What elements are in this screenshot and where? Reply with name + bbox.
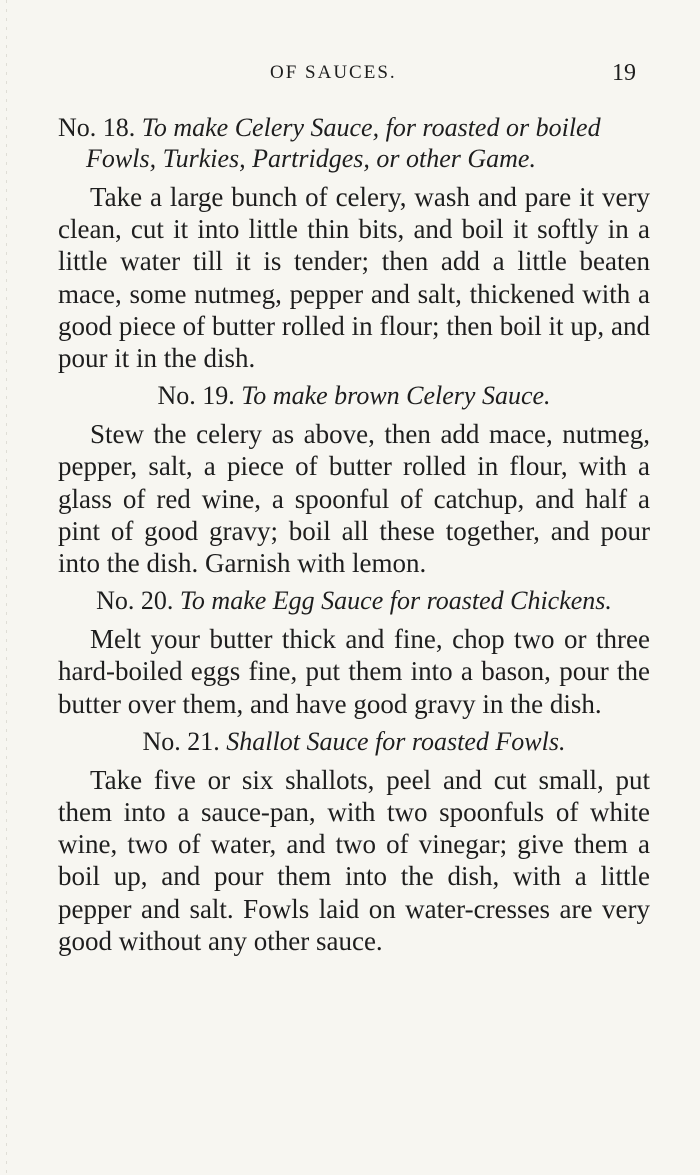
recipe-number: No. 21. (142, 726, 220, 756)
page-edge (6, 0, 7, 1175)
recipe-title-20 (58, 585, 650, 616)
recipe-body-19: Stew the celery as above, then add mace, nutmeg, pepper, salt, a piece of butter rolled in flour, with a glass of red wine, a spoonful of catchup, and half a pint of good gravy; boil all these together, and pour into the dish. Garnish with lemon. (58, 419, 650, 579)
recipe-title-21 (58, 726, 650, 757)
recipe-body-21: Take five or six shallots, peel and cut small, put them into a sauce-pan, with two spoonfuls of white wine, two of water, and two of vinegar; give them a boil up, and pour them into the dish, with a little pepper and salt. Fowls laid on water-cresses are very good without any other sauce. (58, 764, 650, 956)
recipe-body-18: Take a large bunch of celery, wash and pare it very clean, cut it into little thin bits, and boil it softly in a little water till it is tender; then add a little beaten mace, some nutmeg, pepper and salt, thickened with a good piece of butter rolled in flour; then boil it up, and pour it in the dish. (58, 182, 650, 374)
recipe-title-text: To make Egg Sauce for roasted Chickens. (179, 586, 612, 616)
running-head: OF SAUCES. (270, 62, 397, 83)
page-text (58, 112, 650, 963)
recipe-title-text: To make brown Celery Sauce. (241, 381, 551, 411)
recipe-title-19 (58, 380, 650, 411)
recipe-number: No. 18. (58, 113, 136, 142)
recipe-title-18 (58, 112, 650, 174)
page-header (0, 62, 700, 92)
recipe-number: No. 19. (157, 381, 235, 411)
page-number: 19 (612, 60, 636, 86)
recipe-body-20: Melt your butter thick and fine, chop two or three hard-boiled eggs fine, put them into a bason, pour the butter over them, and have good gravy in the dish. (58, 624, 650, 719)
recipe-title-text: Shallot Sauce for roasted Fowls. (226, 726, 566, 756)
recipe-number: No. 20. (96, 586, 174, 616)
recipe-title-text: To make Celery Sauce, for roasted or boiled Fowls, Turkies, Partridges, or other Game. (86, 113, 601, 173)
